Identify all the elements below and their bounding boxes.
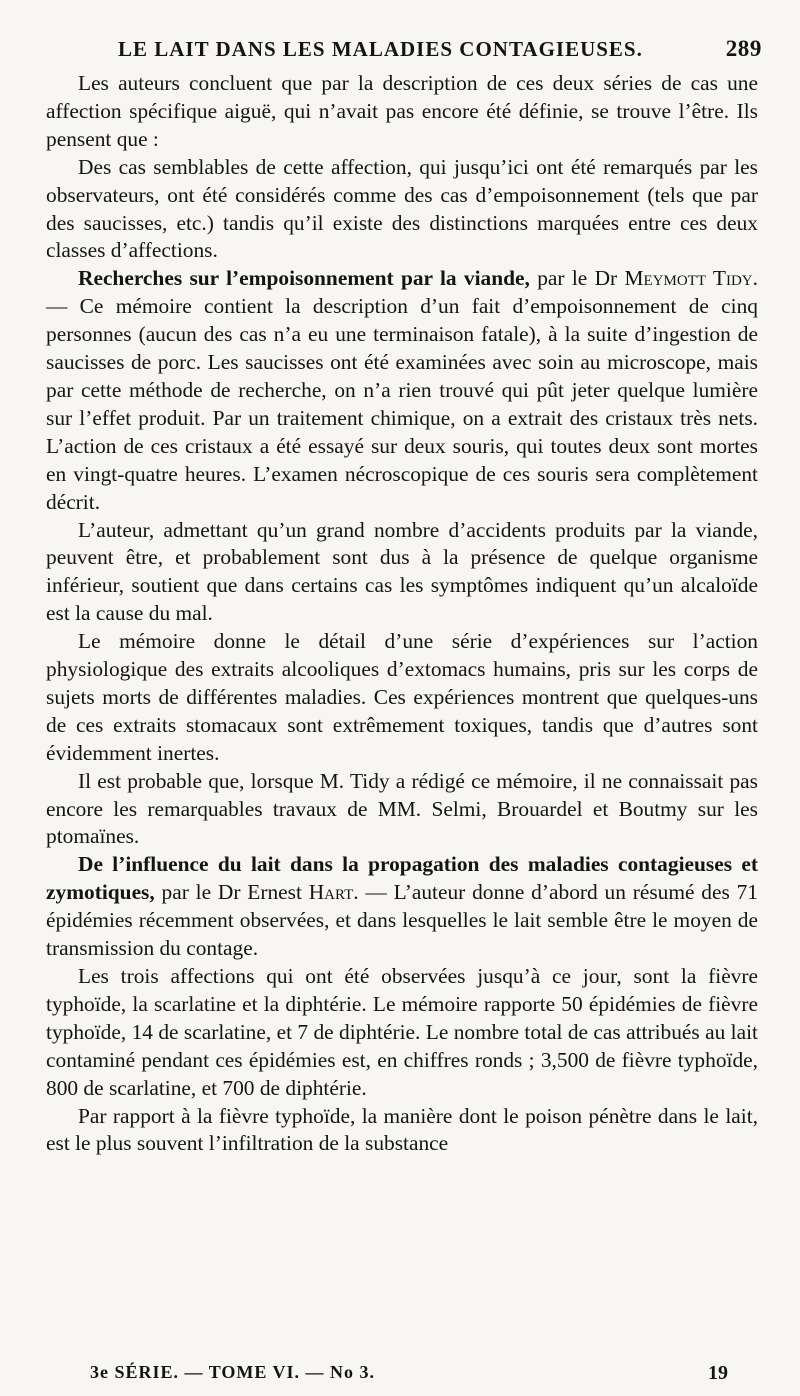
- byline: par le Dr: [529, 266, 625, 291]
- paragraph: [46, 851, 758, 963]
- paragraph: Le mémoire donne le détail d’une série d’expériences sur l’action physiologique des extraits alcooliques d’extomacs humains, pris sur les corps de sujets morts de différentes maladies. Ces expériences montrent que quelques-uns de ces extraits stomacaux sont extrêmement toxiques, tandis que d’autres sont évidemment inertes.: [46, 629, 758, 765]
- page-number: 289: [725, 36, 762, 61]
- paragraph-text: . — L’auteur donne d’abord un résumé des 71 épidémies récemment observées, et dans lesquelles le lait semble être le moyen de transmission du contage.: [46, 880, 758, 961]
- paragraph: Par rapport à la fièvre typhoïde, la manière dont le poison pénètre dans le lait, est le plus souvent l’infiltration de la substance: [46, 1103, 758, 1156]
- page-body: [46, 70, 758, 1158]
- paragraph: L’auteur, admettant qu’un grand nombre d’accidents produits par la viande, peuvent être, et probablement sont dus à la présence de quelque organisme inférieur, soutient que dans certains cas les symptômes indiquent qu’un alcaloïde est la cause du mal.: [46, 517, 758, 626]
- paragraph: Les trois affections qui ont été observées jusqu’à ce jour, sont la fièvre typhoïde, la scarlatine et la diphtérie. Le mémoire rapporte 50 épidémies de fièvre typhoïde, 14 de scarlatine, et 7 de diphtérie. Le nombre total de cas attribués au lait contaminé pendant ces épidémies est, en chiffres ronds ; 3,500 de fièvre typhoïde, 800 de scarlatine, et 700 de diphtérie.: [46, 964, 758, 1100]
- running-title: LE LAIT DANS LES MALADIES CONTAGIEUSES.: [118, 37, 643, 61]
- author-name: Meymott Tidy: [624, 266, 753, 291]
- author-name: Hart: [308, 880, 354, 905]
- section-heading: De l’influence du lait dans la propagation des maladies contagieuses et zymotiques,: [46, 852, 758, 905]
- paragraph-text: . — Ce mémoire contient la description d’un fait d’empoisonnement de cinq personnes (aucun des cas n’a eu une terminaison fatale), à la suite d’ingestion de saucisses de porc. Les saucisses ont été examinées avec soin au microscope, mais par cette méthode de recherche, on n’a rien trouvé qui pût jeter quelque lumière sur l’effet produit. Par un traitement chimique, on a extrait des cristaux très nets. L’action de ces cristaux a été essayé sur deux souris, qui toutes deux sont mortes en vingt-quatre heures. L’examen nécroscopique de ces souris sera complètement décrit.: [46, 266, 758, 514]
- paragraph: Des cas semblables de cette affection, qui jusqu’ici ont été remarqués par les observateurs, ont été considérés comme des cas d’empoisonnement (tels que par des saucisses, etc.) tandis qu’il existe des distinctions marquées entre ces deux classes d’affections.: [46, 154, 758, 263]
- signature-mark: 19: [708, 1362, 728, 1384]
- paragraph: [46, 265, 758, 516]
- running-header: [118, 36, 762, 70]
- page-footer: [90, 1362, 728, 1385]
- section-heading: Recherches sur l’empoisonnement par la viande,: [78, 266, 530, 291]
- byline: par le Dr Ernest: [154, 880, 309, 905]
- paragraph: Les auteurs concluent que par la description de ces deux séries de cas une affection spécifique aiguë, qui n’avait pas encore été définie, se trouve l’être. Ils pensent que :: [46, 71, 758, 151]
- paragraph: Il est probable que, lorsque M. Tidy a rédigé ce mémoire, il ne connaissait pas encore les remarquables travaux de MM. Selmi, Brouardel et Boutmy sur les ptomaïnes.: [46, 768, 758, 849]
- series-line: 3e SÉRIE. — TOME VI. — No 3.: [90, 1362, 376, 1382]
